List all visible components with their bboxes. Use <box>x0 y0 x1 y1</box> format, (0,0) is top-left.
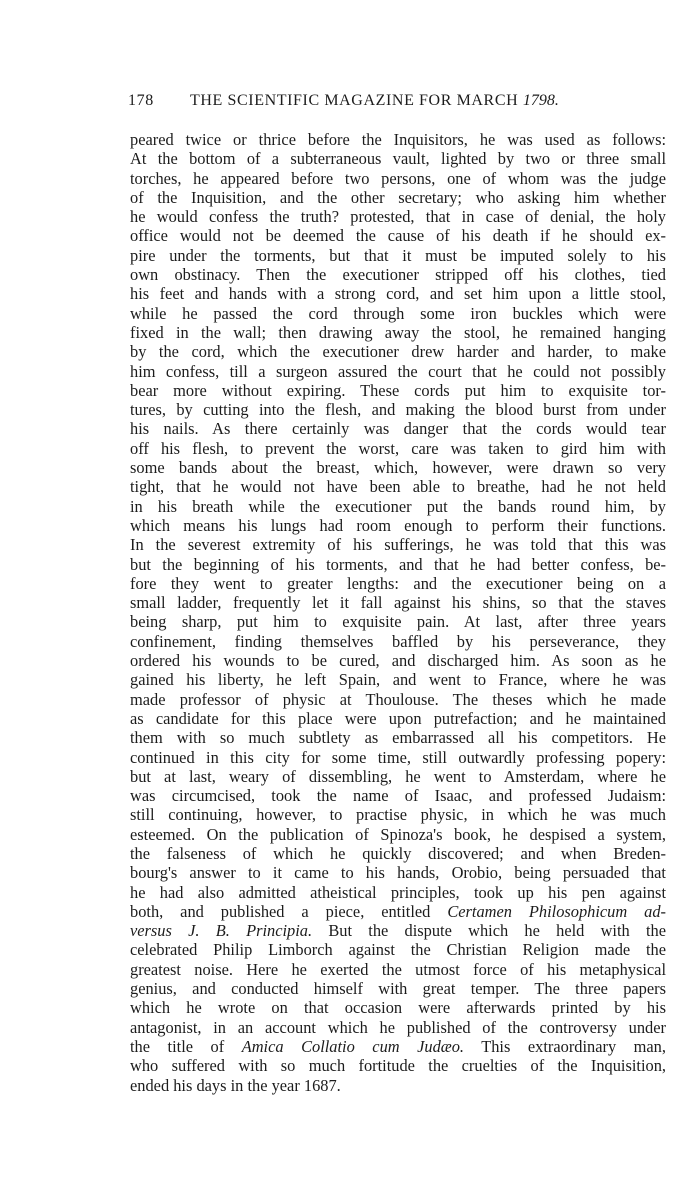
text-segment: still continuing, however, to practise physic, in which he was much <box>130 805 666 825</box>
text-segment: his nails. As there certainly was danger that the cords would tear <box>130 419 666 439</box>
page-number: 178 <box>128 92 154 109</box>
text-line <box>130 728 666 747</box>
text-segment: some bands about the breast, which, however, were drawn so very <box>130 458 666 478</box>
text-line <box>130 651 666 670</box>
text-line <box>130 149 666 168</box>
text-segment: in his breath while the executioner put the bands round him, by <box>130 496 666 516</box>
text-segment: But the dispute which he held with the <box>312 921 667 941</box>
text-segment: confinement, finding themselves baffled by his perseverance, they <box>130 631 666 651</box>
text-line <box>130 362 666 381</box>
text-line <box>130 477 666 496</box>
text-segment: being sharp, put him to exquisite pain. At last, after three years <box>130 612 666 632</box>
text-line <box>130 979 666 998</box>
text-line <box>130 419 666 438</box>
text-segment: by the cord, which the executioner drew harder and harder, to make <box>130 342 666 362</box>
running-title-text: THE SCIENTIFIC MAGAZINE FOR MARCH <box>190 92 519 109</box>
text-line <box>130 188 666 207</box>
text-segment: who suffered with so much fortitude the cruelties of the Inquisition, <box>130 1056 666 1076</box>
text-segment: of the Inquisition, and the other secretary; who asking him whether <box>130 187 666 207</box>
text-line <box>130 574 666 593</box>
text-segment: In the severest extremity of his sufferings, he was told that this was <box>130 535 666 555</box>
text-segment: which means his lungs had room enough to perform their functions. <box>130 515 666 535</box>
running-title-year: 1798. <box>522 92 559 109</box>
text-segment: greatest noise. Here he exerted the utmost force of his metaphysical <box>130 959 666 979</box>
text-segment: as candidate for this place were upon putrefaction; and he maintained <box>130 708 666 728</box>
text-segment: the title of <box>130 1036 242 1056</box>
text-line <box>130 207 666 226</box>
text-line <box>130 902 666 921</box>
text-line <box>130 921 666 940</box>
text-line <box>130 226 666 245</box>
text-line <box>130 670 666 689</box>
text-line <box>130 863 666 882</box>
text-line <box>130 1018 666 1037</box>
text-line <box>130 690 666 709</box>
text-line <box>130 169 666 188</box>
text-line <box>130 497 666 516</box>
text-line <box>130 883 666 902</box>
text-line <box>130 844 666 863</box>
text-segment: This extraordinary man, <box>464 1036 666 1056</box>
text-line <box>130 304 666 323</box>
text-segment: them with so much subtlety as embarrassed all his competitors. He <box>130 728 666 748</box>
text-segment: office would not be deemed the cause of his death if he should ex- <box>130 226 666 246</box>
text-segment: peared twice or thrice before the Inquisitors, he was used as follows: <box>130 130 666 149</box>
text-line <box>130 323 666 342</box>
text-line <box>130 342 666 361</box>
text-segment: ordered his wounds to be cured, and discharged him. As soon as he <box>130 651 666 671</box>
text-segment: while he passed the cord through some iron buckles which were <box>130 303 666 323</box>
text-line <box>130 805 666 824</box>
text-line <box>130 381 666 400</box>
text-segment: his feet and hands with a strong cord, and set him upon a little stool, <box>130 284 666 304</box>
text-line <box>130 284 666 303</box>
text-line <box>130 960 666 979</box>
text-line <box>130 632 666 651</box>
text-line <box>130 593 666 612</box>
text-segment: he would confess the truth? protested, that in case of denial, the holy <box>130 207 666 227</box>
text-segment: bourg's answer to it came to his hands, Orobio, being persuaded that <box>130 863 666 883</box>
text-line <box>130 767 666 786</box>
text-segment: celebrated Philip Limborch against the Christian Religion made the <box>130 940 666 960</box>
text-line <box>130 709 666 728</box>
text-segment: bear more without expiring. These cords put him to exquisite tor- <box>130 380 666 400</box>
text-line <box>130 825 666 844</box>
text-line <box>130 535 666 554</box>
text-segment: the falseness of which he quickly discovered; and when Breden- <box>130 843 666 863</box>
text-segment: fixed in the wall; then drawing away the stool, he remained hanging <box>130 322 666 342</box>
text-line <box>130 246 666 265</box>
text-line <box>130 940 666 959</box>
text-line <box>130 400 666 419</box>
text-line <box>130 555 666 574</box>
text-segment: but at last, weary of dissembling, he went to Amsterdam, where he <box>130 766 666 786</box>
text-segment: esteemed. On the publication of Spinoza's book, he despised a system, <box>130 824 666 844</box>
text-line <box>130 130 666 149</box>
text-line <box>130 612 666 631</box>
text-segment: torches, he appeared before two persons, one of whom was the judge <box>130 168 666 188</box>
italic-text: Amica Collatio cum Judæo. <box>241 1036 465 1056</box>
text-line <box>130 748 666 767</box>
text-segment: tures, by cutting into the flesh, and making the blood burst from under <box>130 400 666 420</box>
text-segment: ended his days in the year 1687. <box>130 1075 341 1095</box>
text-line <box>130 1037 666 1056</box>
text-segment: genius, and conducted himself with great temper. The three papers <box>130 979 666 999</box>
text-segment: small ladder, frequently let it fall against his shins, so that the staves <box>130 593 666 613</box>
text-segment: both, and published a piece, entitled <box>130 901 448 921</box>
text-segment: fore they went to greater lengths: and the executioner being on a <box>130 573 666 593</box>
text-segment: continued in this city for some time, still outwardly professing popery: <box>130 747 666 767</box>
text-segment: but the beginning of his torments, and that he had better confess, be- <box>130 554 666 574</box>
text-segment: gained his liberty, he left Spain, and went to France, where he was <box>130 670 666 690</box>
text-line <box>130 439 666 458</box>
text-line <box>130 786 666 805</box>
text-line <box>130 516 666 535</box>
text-line <box>130 1056 666 1075</box>
text-segment: tight, that he would not have been able to breathe, had he not held <box>130 477 666 497</box>
text-segment: pire under the torments, but that it must be imputed solely to his <box>130 245 666 265</box>
text-line <box>130 265 666 284</box>
text-segment: which he wrote on that occasion were afterwards printed by his <box>130 998 666 1018</box>
text-segment: off his flesh, to prevent the worst, care was taken to gird him with <box>130 438 666 458</box>
text-line <box>130 458 666 477</box>
text-segment: antagonist, in an account which he published of the controversy under <box>130 1017 666 1037</box>
article-body <box>130 130 666 1095</box>
text-segment: At the bottom of a subterraneous vault, lighted by two or three small <box>130 149 666 169</box>
running-header <box>128 92 668 116</box>
text-segment: made professor of physic at Thoulouse. The theses which he made <box>130 689 666 709</box>
text-segment: own obstinacy. Then the executioner stripped off his clothes, tied <box>130 265 666 285</box>
italic-text: versus J. B. Principia. <box>130 921 313 941</box>
text-line <box>130 1076 666 1095</box>
running-title <box>190 92 559 110</box>
text-line <box>130 998 666 1017</box>
italic-text: Certamen Philosophicum ad- <box>447 901 666 921</box>
text-segment: he had also admitted atheistical principles, took up his pen against <box>130 882 666 902</box>
text-segment: him confess, till a surgeon assured the court that he could not possibly <box>130 361 666 381</box>
text-segment: was circumcised, took the name of Isaac, and professed Judaism: <box>130 786 666 806</box>
